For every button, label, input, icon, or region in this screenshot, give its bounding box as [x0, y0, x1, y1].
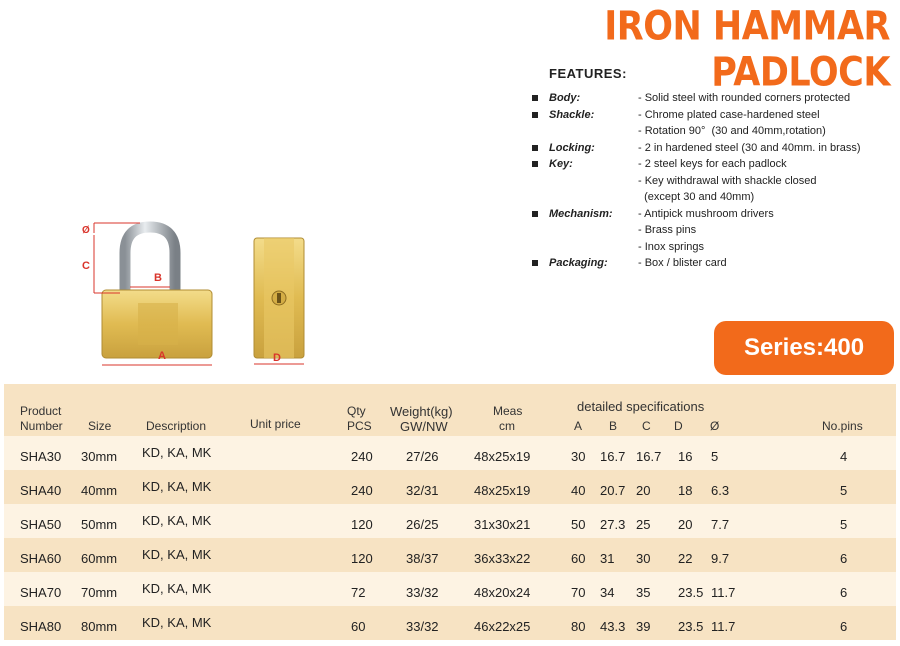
cell-size: 70mm — [81, 585, 118, 600]
cell-description: KD, KA, MK — [142, 445, 212, 460]
cell-c: 20 — [636, 483, 651, 498]
header-nopins: No.pins — [822, 419, 863, 433]
cell-weight: 32/31 — [406, 483, 439, 498]
feature-label: Packaging: — [549, 257, 608, 269]
dim-label-b: B — [154, 272, 162, 284]
header-b: B — [609, 419, 618, 433]
cell-a: 30 — [571, 449, 586, 464]
spec-table — [4, 384, 896, 642]
cell-description: KD, KA, MK — [142, 581, 212, 596]
cell-meas: 36x33x22 — [474, 551, 531, 566]
bullet-icon — [532, 145, 538, 151]
header-meas-line1: Meas — [493, 404, 523, 418]
feature-value: - Rotation 90° (30 and 40mm,rotation) — [638, 125, 826, 137]
cell-b: 31 — [600, 551, 615, 566]
bullet-icon — [532, 260, 538, 266]
table-header — [4, 384, 896, 436]
cell-dia: 9.7 — [711, 551, 730, 566]
bullet-icon — [532, 112, 538, 118]
cell-pins: 4 — [840, 449, 848, 464]
cell-b: 20.7 — [600, 483, 626, 498]
cell-pins: 6 — [840, 551, 848, 566]
feature-value: - 2 in hardened steel (30 and 40mm. in brass) — [638, 141, 861, 154]
cell-pins: 6 — [840, 585, 848, 600]
page-title: IRON HAMMAR PADLOCK — [604, 4, 890, 96]
cell-meas: 31x30x21 — [474, 517, 531, 532]
table-row — [4, 538, 896, 572]
cell-weight: 33/32 — [406, 585, 439, 600]
series-badge: Series:400 — [714, 321, 894, 375]
feature-value: - Antipick mushroom drivers — [638, 207, 774, 220]
cell-dia: 5 — [711, 449, 719, 464]
header-dia: Ø — [710, 419, 720, 433]
cell-b: 34 — [600, 585, 615, 600]
cell-size: 40mm — [81, 483, 118, 498]
table-row — [4, 504, 896, 538]
header-qty-line2: PCS — [347, 419, 372, 433]
cell-meas: 46x22x25 — [474, 619, 531, 634]
cell-size: 60mm — [81, 551, 118, 566]
cell-b: 16.7 — [600, 449, 626, 464]
cell-pins: 5 — [840, 483, 848, 498]
cell-product: SHA70 — [20, 585, 62, 600]
feature-value: - Chrome plated case-hardened steel — [638, 108, 820, 121]
padlock-front-diagram — [80, 215, 220, 375]
cell-a: 40 — [571, 483, 586, 498]
bullet-icon — [532, 161, 538, 167]
bullet-icon — [532, 95, 538, 101]
cell-meas: 48x20x24 — [474, 585, 531, 600]
feature-value: - Inox springs — [638, 240, 705, 253]
cell-product: SHA80 — [20, 619, 62, 634]
cell-dia: 11.7 — [711, 585, 736, 600]
features-heading: FEATURES: — [549, 66, 627, 81]
feature-label: Locking: — [549, 141, 595, 154]
feature-label: Body: — [549, 92, 581, 104]
header-product-line1: Product — [20, 404, 62, 418]
cell-meas: 48x25x19 — [474, 449, 531, 464]
cell-a: 80 — [571, 619, 586, 634]
header-size: Size — [88, 419, 112, 433]
cell-pins: 5 — [840, 517, 848, 532]
cell-a: 70 — [571, 585, 586, 600]
table-row — [4, 606, 896, 640]
cell-d: 20 — [678, 517, 693, 532]
cell-dia: 7.7 — [711, 517, 730, 532]
cell-d: 23.5 — [678, 619, 704, 634]
dim-label-d: D — [273, 352, 281, 364]
cell-b: 43.3 — [600, 619, 626, 634]
cell-qty: 120 — [351, 517, 373, 532]
cell-product: SHA50 — [20, 517, 62, 532]
cell-qty: 60 — [351, 619, 366, 634]
cell-c: 25 — [636, 517, 651, 532]
cell-c: 30 — [636, 551, 651, 566]
cell-description: KD, KA, MK — [142, 615, 212, 630]
cell-product: SHA30 — [20, 449, 62, 464]
feature-value: - 2 steel keys for each padlock — [638, 158, 787, 170]
cell-weight: 26/25 — [406, 517, 439, 532]
table-row — [4, 470, 896, 504]
cell-qty: 120 — [351, 551, 373, 566]
padlock-side-diagram — [240, 230, 320, 375]
header-weight-line1: Weight(kg) — [390, 404, 453, 419]
cell-description: KD, KA, MK — [142, 547, 212, 562]
cell-a: 60 — [571, 551, 586, 566]
feature-value: (except 30 and 40mm) — [638, 191, 755, 203]
header-detailed-specs: detailed specifications — [577, 399, 705, 414]
header-description: Description — [146, 419, 207, 433]
cell-weight: 38/37 — [406, 551, 439, 566]
header-d: D — [674, 419, 683, 433]
cell-dia: 11.7 — [711, 619, 736, 634]
cell-weight: 27/26 — [406, 449, 439, 464]
feature-value: - Solid steel with rounded corners protected — [638, 92, 851, 104]
cell-c: 39 — [636, 619, 651, 634]
feature-label: Mechanism: — [549, 207, 613, 220]
cell-qty: 240 — [351, 449, 373, 464]
cell-description: KD, KA, MK — [142, 479, 212, 494]
header-product-line2: Number — [20, 419, 63, 433]
header-meas-line2: cm — [499, 419, 515, 433]
cell-d: 23.5 — [678, 585, 704, 600]
cell-size: 30mm — [81, 449, 118, 464]
cell-meas: 48x25x19 — [474, 483, 531, 498]
cell-description: KD, KA, MK — [142, 513, 212, 528]
table-row — [4, 572, 896, 606]
feature-value: - Key withdrawal with shackle closed — [638, 174, 817, 187]
dim-label-c: C — [82, 260, 90, 272]
feature-label: Shackle: — [549, 108, 595, 121]
header-c: C — [642, 419, 651, 433]
cell-dia: 6.3 — [711, 483, 730, 498]
feature-value: - Brass pins — [638, 224, 697, 236]
cell-qty: 240 — [351, 483, 373, 498]
feature-value: - Box / blister card — [638, 257, 727, 269]
header-a: A — [574, 419, 583, 433]
cell-product: SHA60 — [20, 551, 62, 566]
cell-product: SHA40 — [20, 483, 62, 498]
header-weight-line2: GW/NW — [400, 419, 448, 434]
cell-c: 16.7 — [636, 449, 662, 464]
cell-b: 27.3 — [600, 517, 626, 532]
header-qty-line1: Qty — [347, 404, 366, 418]
cell-pins: 6 — [840, 619, 848, 634]
cell-qty: 72 — [351, 585, 366, 600]
cell-size: 50mm — [81, 517, 118, 532]
feature-label: Key: — [549, 158, 573, 170]
bullet-icon — [532, 211, 538, 217]
cell-c: 35 — [636, 585, 651, 600]
dim-label-dia: Ø — [82, 225, 90, 236]
cell-a: 50 — [571, 517, 586, 532]
cell-size: 80mm — [81, 619, 118, 634]
cell-d: 22 — [678, 551, 693, 566]
cell-d: 18 — [678, 483, 693, 498]
table-row — [4, 436, 896, 470]
dim-label-a: A — [158, 350, 166, 362]
cell-d: 16 — [678, 449, 693, 464]
header-unit-price: Unit price — [250, 417, 301, 431]
cell-weight: 33/32 — [406, 619, 439, 634]
